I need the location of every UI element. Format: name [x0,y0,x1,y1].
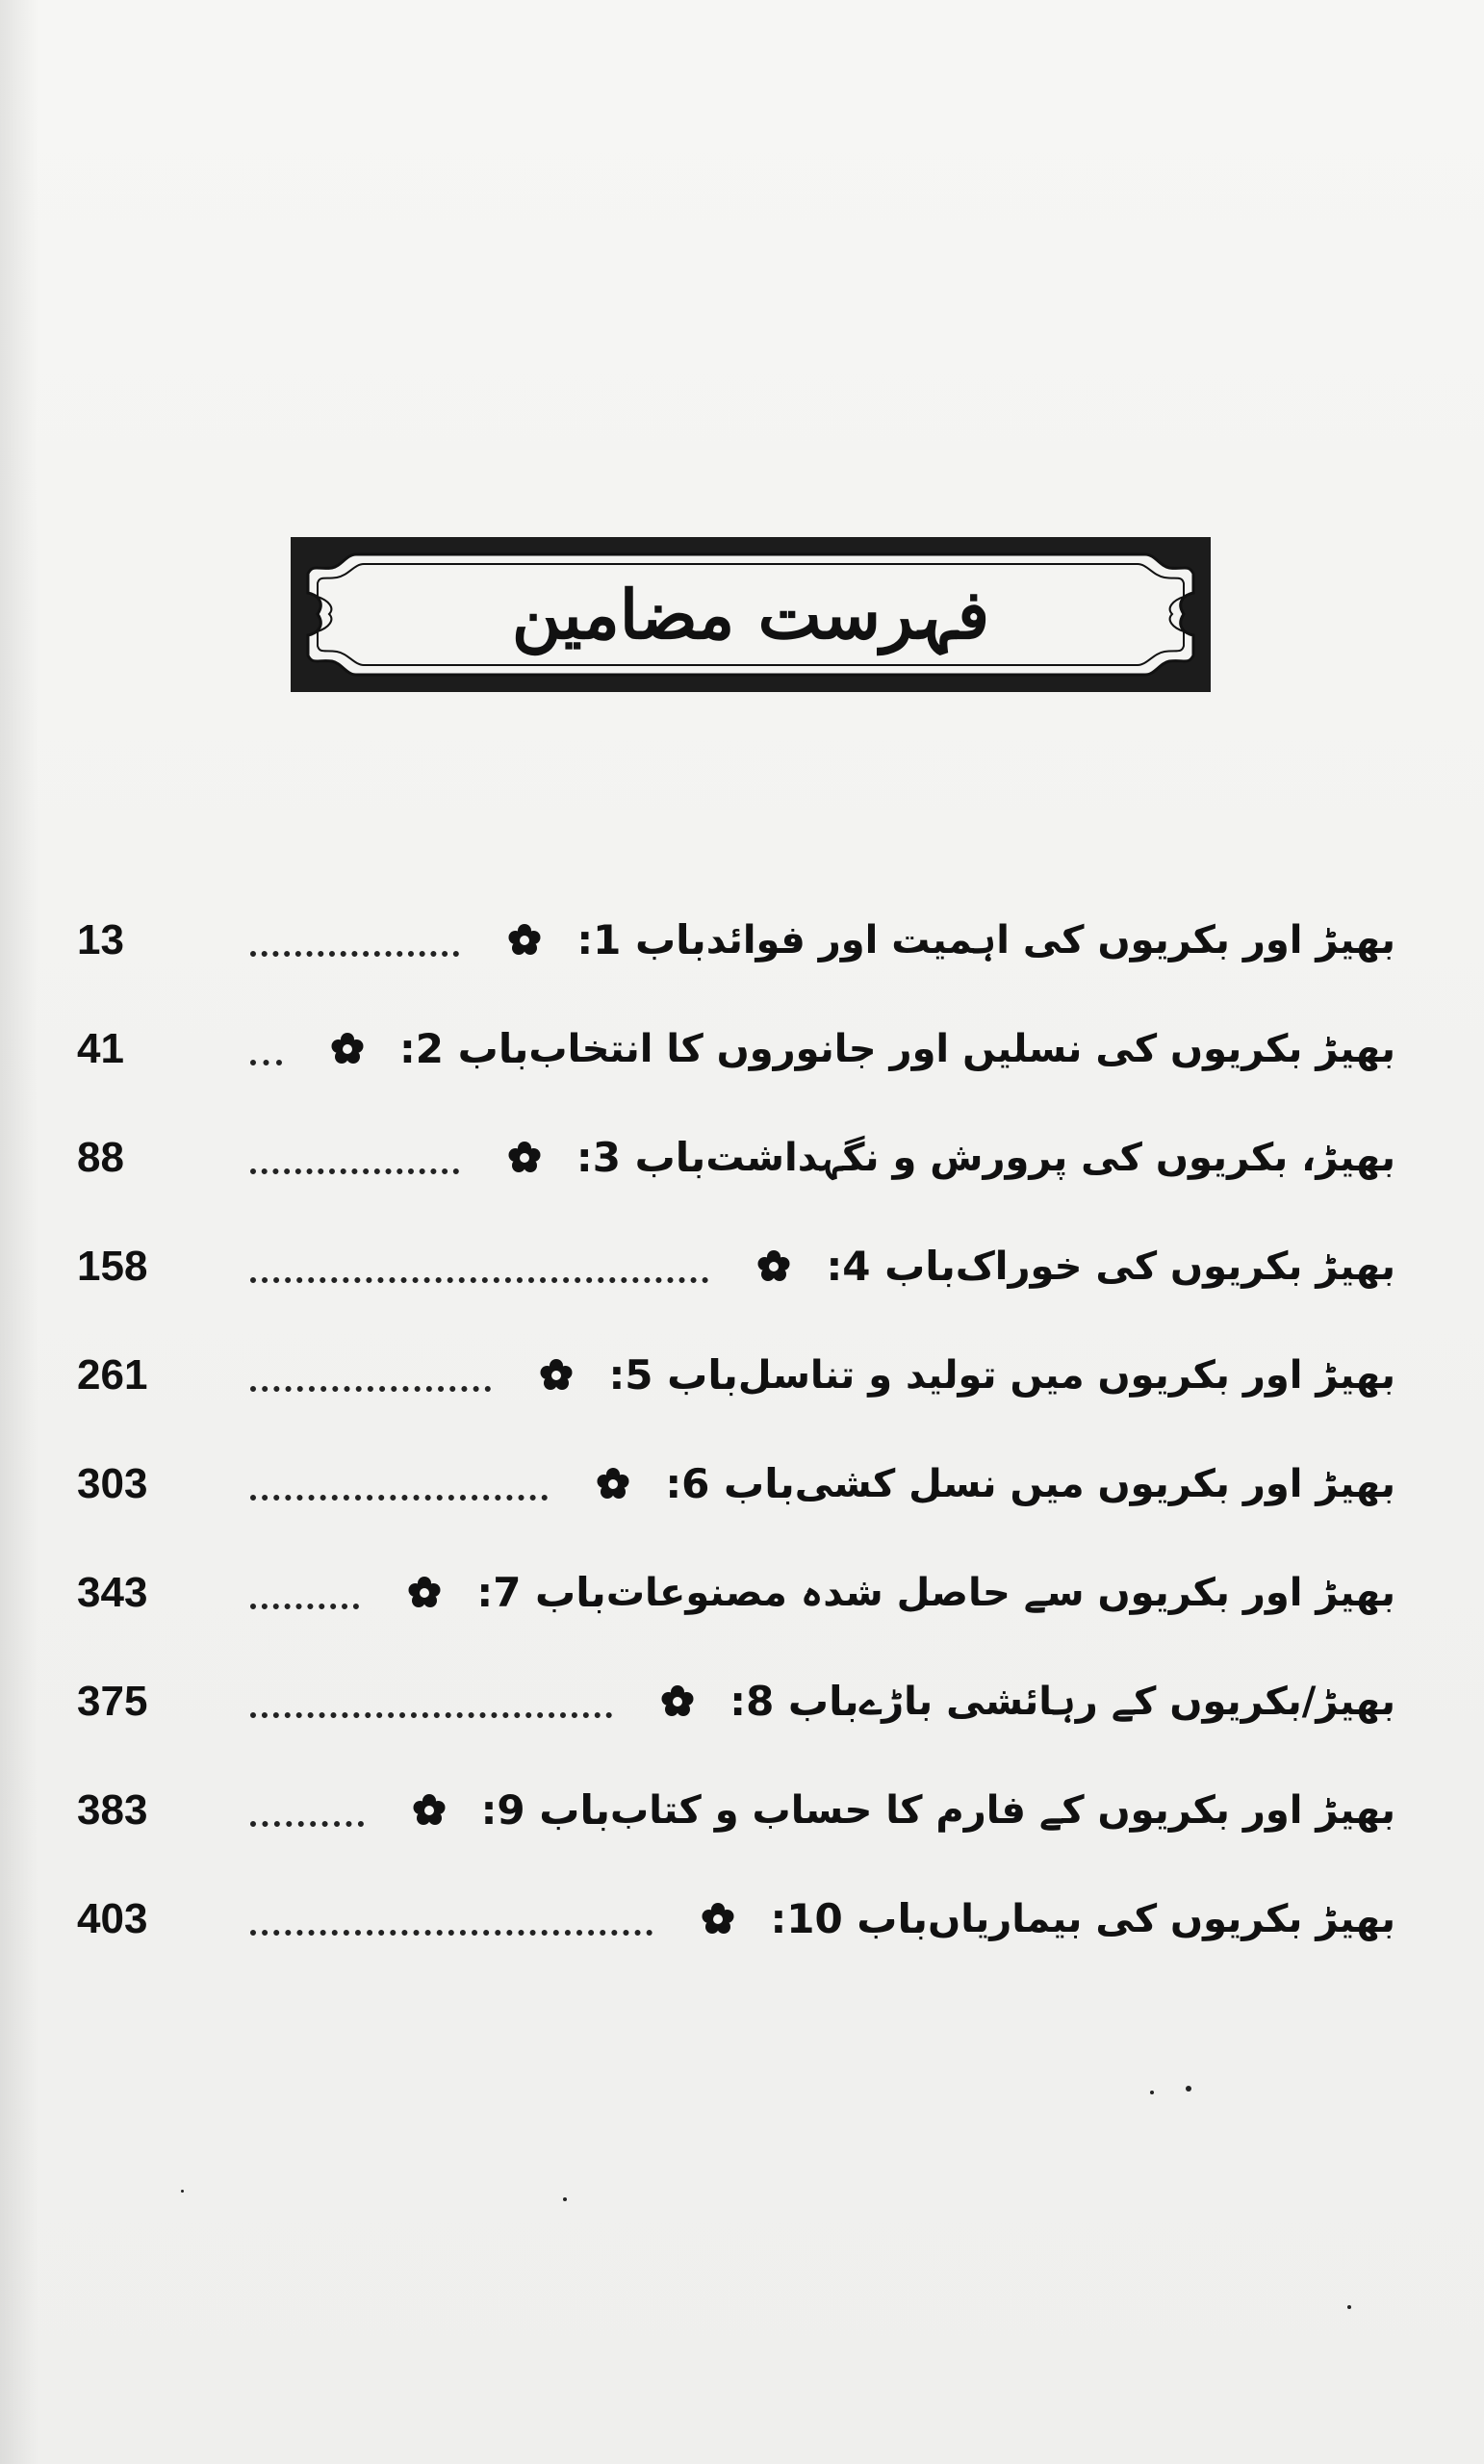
dot-leader [250,1130,459,1174]
toc-chapter-title: بھیڑ، بکریوں کی پرورش و نگہداشت [705,1135,1395,1180]
toc-entry-text [471,915,1395,965]
toc-page-number: 158 [77,1242,148,1290]
toc-chapter-label: باب 5: [608,1351,738,1399]
toc-entry [67,1864,1395,1973]
dot-leader [250,1891,652,1936]
toc-entry-text [559,1459,1395,1509]
toc-entry-text [720,1242,1395,1292]
toc-chapter-title: بھیڑ اور بکریوں میں نسل کشی [794,1461,1395,1506]
toc-chapter-title: بھیڑ بکریوں کی خوراک [955,1244,1395,1289]
toc-chapter-label: باب 2: [399,1025,529,1072]
toc-chapter-label: باب 6: [665,1460,795,1507]
page-edge-shadow [0,0,38,2464]
dot-leader [250,1674,612,1718]
toc-entry-text [664,1894,1395,1944]
toc-chapter-title: بھیڑ بکریوں کی نسلیں اور جانوروں کا انتخاب [528,1026,1395,1071]
flower-bullet-icon [399,1568,449,1618]
toc-entry-text [471,1133,1395,1183]
toc-chapter-label: باب 7: [476,1569,606,1616]
dot-leader [250,1021,282,1065]
dot-leader [250,1565,359,1609]
scan-speck [1186,2086,1191,2092]
toc-entry-text [502,1350,1395,1400]
toc-page-number: 343 [77,1568,148,1616]
flower-bullet-icon [588,1459,638,1509]
table-of-contents [67,886,1395,1973]
flower-bullet-icon [499,915,550,965]
dot-leader [250,1783,364,1827]
toc-entry-text [371,1568,1395,1618]
scan-speck [1150,2091,1154,2094]
toc-entry [67,1321,1395,1429]
toc-page-number: 88 [77,1133,124,1181]
flower-bullet-icon [322,1024,372,1074]
toc-entry [67,886,1395,994]
toc-entry-text [375,1785,1395,1835]
toc-chapter-label: باب 9: [480,1786,610,1834]
toc-chapter-label: باب 4: [826,1243,956,1290]
dot-leader [250,1348,491,1392]
toc-chapter-title: بھیڑ بکریوں کی بیماریاں [928,1896,1395,1941]
scan-speck [1347,2305,1351,2309]
toc-entry-text [294,1024,1395,1074]
toc-entry [67,1212,1395,1321]
toc-page-number: 13 [77,915,124,963]
toc-entry [67,1538,1395,1647]
toc-entry [67,1103,1395,1212]
flower-bullet-icon [531,1350,581,1400]
toc-chapter-title: بھیڑ اور بکریوں میں تولید و تناسل [737,1352,1395,1398]
toc-chapter-label: باب 3: [576,1134,706,1181]
toc-page-number: 383 [77,1785,148,1834]
toc-entry [67,1647,1395,1756]
toc-chapter-label: باب 8: [729,1678,859,1725]
toc-page-number: 303 [77,1459,148,1507]
toc-entry [67,994,1395,1103]
toc-chapter-title: بھیڑ اور بکریوں کے فارم کا حساب و کتاب [610,1787,1395,1833]
scan-speck [563,2197,567,2201]
flower-bullet-icon [499,1133,550,1183]
dot-leader [250,912,459,957]
page-title: فہرست مضامین [511,575,990,654]
flower-bullet-icon [749,1242,799,1292]
dot-leader [250,1456,548,1501]
flower-bullet-icon [404,1785,454,1835]
scan-speck [181,2190,184,2193]
toc-page-number: 261 [77,1350,148,1399]
toc-chapter-title: بھیڑ اور بکریوں سے حاصل شدہ مصنوعات [605,1570,1395,1615]
toc-entry-text [624,1677,1395,1727]
flower-bullet-icon [693,1894,743,1944]
toc-page-number: 403 [77,1894,148,1942]
flower-bullet-icon [652,1677,703,1727]
toc-chapter-label: باب 1: [576,916,706,963]
dot-leader [250,1239,708,1283]
toc-entry [67,1429,1395,1538]
toc-chapter-title: بھیڑ اور بکریوں کی اہمیت اور فوائد [705,917,1395,962]
title-frame [289,535,1213,694]
toc-page-number: 41 [77,1024,124,1072]
toc-page-number: 375 [77,1677,148,1725]
toc-chapter-label: باب 10: [770,1895,929,1942]
toc-chapter-title: بھیڑ/بکریوں کے رہائشی باڑے [858,1679,1395,1724]
toc-entry [67,1756,1395,1864]
